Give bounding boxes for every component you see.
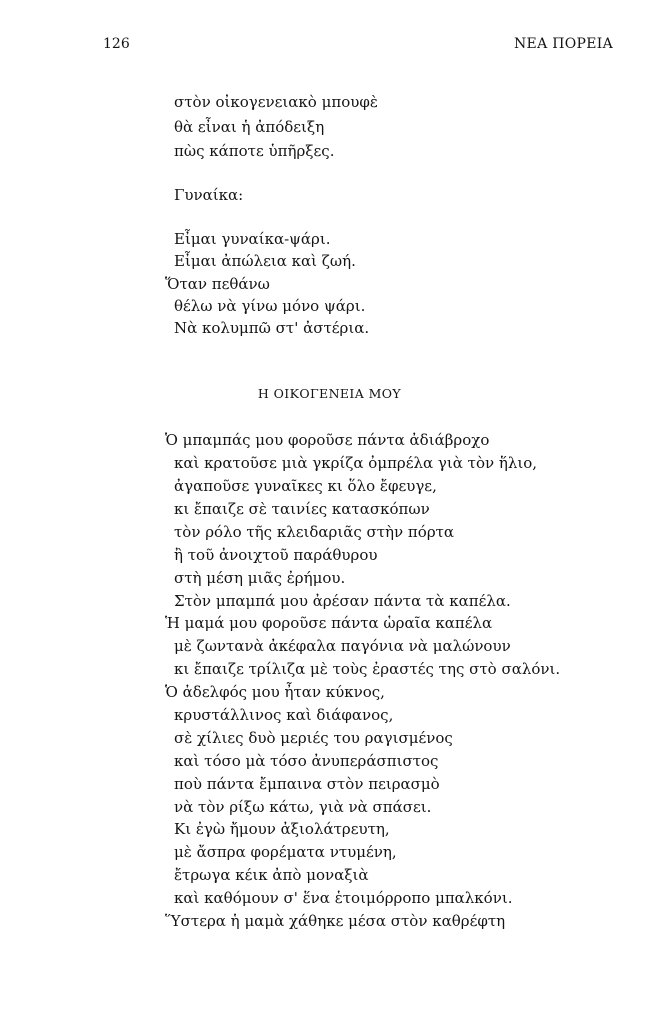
poem-line: ἀγαποῦσε γυναῖκες κι ὅλο ἔφευγε, bbox=[174, 477, 437, 495]
stanza-heading: Γυναίκα: bbox=[174, 186, 244, 204]
poem-line: Κι ἐγὼ ἤμουν ἀξιολάτρευτη, bbox=[174, 820, 390, 838]
page-number: 126 bbox=[103, 36, 130, 52]
poem-line: καὶ καθόμουν σ' ἕνα ἑτοιμόρροπο μπαλκόνι. bbox=[174, 889, 513, 907]
poem-line: μὲ ἄσπρα φορέματα ντυμένη, bbox=[174, 843, 397, 861]
poem-line: θέλω νὰ γίνω μόνο ψάρι. bbox=[174, 297, 366, 315]
poem-line: Εἶμαι γυναίκα-ψάρι. bbox=[174, 230, 331, 248]
poem-line: Ὁ ἀδελφός μου ἦταν κύκνος, bbox=[165, 683, 385, 701]
poem-line: Ὁ μπαμπάς μου φοροῦσε πάντα ἀδιάβροχο bbox=[165, 431, 490, 449]
poem-line: πὼς κάποτε ὑπῆρξες. bbox=[174, 142, 335, 160]
poem-line: Ὅταν πεθάνω bbox=[165, 275, 270, 293]
poem-line: Εἶμαι ἀπώλεια καὶ ζωή. bbox=[174, 252, 356, 270]
poem-line: κι ἔπαιζε τρίλιζα μὲ τοὺς ἐραστές της στὸ σαλόνι. bbox=[174, 660, 561, 678]
poem-line: στὴ μέση μιᾶς ἐρήμου. bbox=[174, 569, 346, 587]
poem-line: θὰ εἶναι ἡ ἀπόδειξη bbox=[174, 118, 325, 136]
page-header bbox=[0, 36, 659, 56]
poem-line: μὲ ζωντανὰ ἀκέφαλα παγόνια νὰ μαλώνουν bbox=[174, 637, 511, 655]
poem-line: ἢ τοῦ ἀνοιχτοῦ παράθυρου bbox=[174, 546, 378, 564]
poem-line: νὰ τὸν ρίξω κάτω, γιὰ νὰ σπάσει. bbox=[174, 798, 432, 816]
poem-line: καὶ κρατοῦσε μιὰ γκρίζα ὀμπρέλα γιὰ τὸν ἥλιο, bbox=[174, 454, 538, 472]
poem-line: τὸν ρόλο τῆς κλειδαριᾶς στὴν πόρτα bbox=[174, 523, 455, 541]
poem-line: Νὰ κολυμπῶ στ' ἀστέρια. bbox=[174, 319, 370, 337]
poem-line: καὶ τόσο μὰ τόσο ἀνυπεράσπιστος bbox=[174, 752, 439, 770]
poem-title: Η ΟΙΚΟΓΕΝΕΙΑ ΜΟΥ bbox=[257, 386, 402, 401]
running-title: ΝΕΑ ΠΟΡΕΙΑ bbox=[514, 36, 613, 52]
poem-line: στὸν οἰκογενειακὸ μπουφὲ bbox=[174, 93, 378, 111]
poem-line: ποὺ πάντα ἔμπαινα στὸν πειρασμὸ bbox=[174, 775, 440, 793]
poem-line: ἔτρωγα κέικ ἀπὸ μοναξιὰ bbox=[174, 866, 369, 884]
poem-line: σὲ χίλιες δυὸ μεριές του ραγισμένος bbox=[174, 729, 453, 747]
poem-line: κι ἔπαιζε σὲ ταινίες κατασκόπων bbox=[174, 500, 430, 518]
poem-line: Στὸν μπαμπά μου ἀρέσαν πάντα τὰ καπέλα. bbox=[174, 592, 511, 610]
poem-line: κρυστάλλινος καὶ διάφανος, bbox=[174, 706, 394, 724]
poem-line: Ἡ μαμά μου φοροῦσε πάντα ὡραῖα καπέλα bbox=[165, 614, 493, 632]
poem-line: Ὕστερα ἡ μαμὰ χάθηκε μέσα στὸν καθρέφτη bbox=[165, 912, 506, 930]
